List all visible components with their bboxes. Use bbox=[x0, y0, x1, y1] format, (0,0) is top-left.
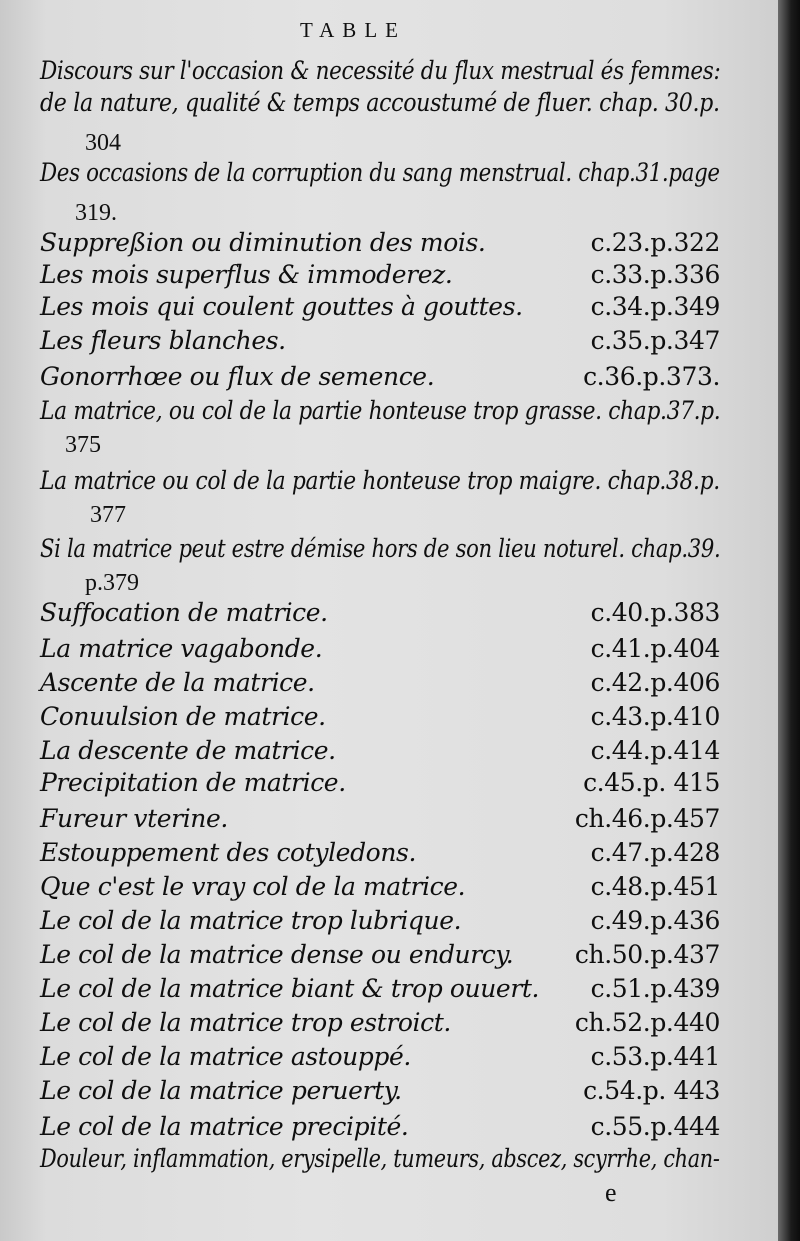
entry-title: Discours sur l'occasion & necessité du flux mestrual és femmes: bbox=[40, 56, 721, 85]
entry-reference: c.34.p.349 bbox=[590, 292, 720, 321]
entry-title: Les fleurs blanches. bbox=[40, 326, 286, 355]
entry-title: Ascente de la matrice. bbox=[40, 668, 315, 697]
entry-reference: c.40.p.383 bbox=[590, 598, 720, 627]
entry-continuation: p.379 bbox=[85, 570, 139, 596]
entry-title: Gonorrhœe ou flux de semence. bbox=[40, 362, 435, 391]
entry-continuation: 377 bbox=[90, 502, 126, 528]
entry-title: Le col de la matrice precipité. bbox=[40, 1112, 409, 1141]
entry-title: Suffocation de matrice. bbox=[40, 598, 328, 627]
entry-reference: c.23.p.322 bbox=[590, 228, 720, 257]
entry-reference: c.44.p.414 bbox=[590, 736, 720, 765]
entry-title: Conuulsion de matrice. bbox=[40, 702, 326, 731]
entry-reference: c.54.p. 443 bbox=[583, 1076, 720, 1105]
entry-title: Le col de la matrice astouppé. bbox=[40, 1042, 411, 1071]
entry-title: Le col de la matrice dense ou endurcy. bbox=[40, 940, 514, 969]
entry-title: La matrice vagabonde. bbox=[40, 634, 323, 663]
entry-title: Le col de la matrice trop lubrique. bbox=[40, 906, 462, 935]
entry-reference: c.55.p.444 bbox=[590, 1112, 720, 1141]
entry-reference: ch.46.p.457 bbox=[574, 804, 720, 833]
entry-title: La matrice ou col de la partie honteuse trop maigre. chap.38.p. bbox=[40, 466, 720, 495]
entry-reference: c.42.p.406 bbox=[590, 668, 720, 697]
entry-reference: c.41.p.404 bbox=[590, 634, 720, 663]
entry-reference: c.48.p.451 bbox=[590, 872, 720, 901]
entry-title: Que c'est le vray col de la matrice. bbox=[40, 872, 466, 901]
entry-reference: ch.52.p.440 bbox=[574, 1008, 720, 1037]
entry-title: Le col de la matrice peruerty. bbox=[40, 1076, 402, 1105]
entry-reference: c.45.p. 415 bbox=[583, 768, 720, 797]
entry-title: Suppreßion ou diminution des mois. bbox=[40, 228, 486, 257]
entry-reference: c.51.p.439 bbox=[590, 974, 720, 1003]
entry-continuation: 304 bbox=[85, 130, 121, 156]
entry-reference: c.47.p.428 bbox=[590, 838, 720, 867]
page-edge-shadow bbox=[778, 0, 800, 1241]
entry-reference: c.36.p.373. bbox=[583, 362, 720, 391]
entry-reference: ch.50.p.437 bbox=[574, 940, 720, 969]
entry-title: Le col de la matrice trop estroict. bbox=[40, 1008, 451, 1037]
page-header: TABLE bbox=[300, 18, 406, 42]
entry-continuation: 375 bbox=[65, 432, 101, 458]
entry-reference: c.35.p.347 bbox=[590, 326, 720, 355]
entry-title: Les mois superflus & immoderez. bbox=[40, 260, 453, 289]
entry-reference: c.53.p.441 bbox=[590, 1042, 720, 1071]
entry-title: Le col de la matrice biant & trop ouuert. bbox=[40, 974, 540, 1003]
entry-reference: c.43.p.410 bbox=[590, 702, 720, 731]
entry-title: Fureur vterine. bbox=[40, 804, 228, 833]
entry-title: Les mois qui coulent gouttes à gouttes. bbox=[40, 292, 523, 321]
entry-title: Des occasions de la corruption du sang menstrual. chap.31.page bbox=[40, 158, 720, 187]
catchword: e bbox=[605, 1178, 617, 1207]
entry-title: Precipitation de matrice. bbox=[40, 768, 346, 797]
entry-title: La matrice, ou col de la partie honteuse trop grasse. chap.37.p. bbox=[40, 396, 721, 425]
entry-continuation: 319. bbox=[75, 200, 117, 226]
entry-title: Si la matrice peut estre démise hors de son lieu noturel. chap.39. bbox=[40, 534, 721, 563]
entry-title: de la nature, qualité & temps accoustumé de fluer. chap. 30.p. bbox=[40, 88, 720, 117]
entry-reference: c.33.p.336 bbox=[590, 260, 720, 289]
entry-title: Estouppement des cotyledons. bbox=[40, 838, 416, 867]
entry-title: La descente de matrice. bbox=[40, 736, 336, 765]
entry-title: Douleur, inflammation, erysipelle, tumeurs, abscez, scyrrhe, chan- bbox=[40, 1144, 720, 1173]
entry-reference: c.49.p.436 bbox=[590, 906, 720, 935]
